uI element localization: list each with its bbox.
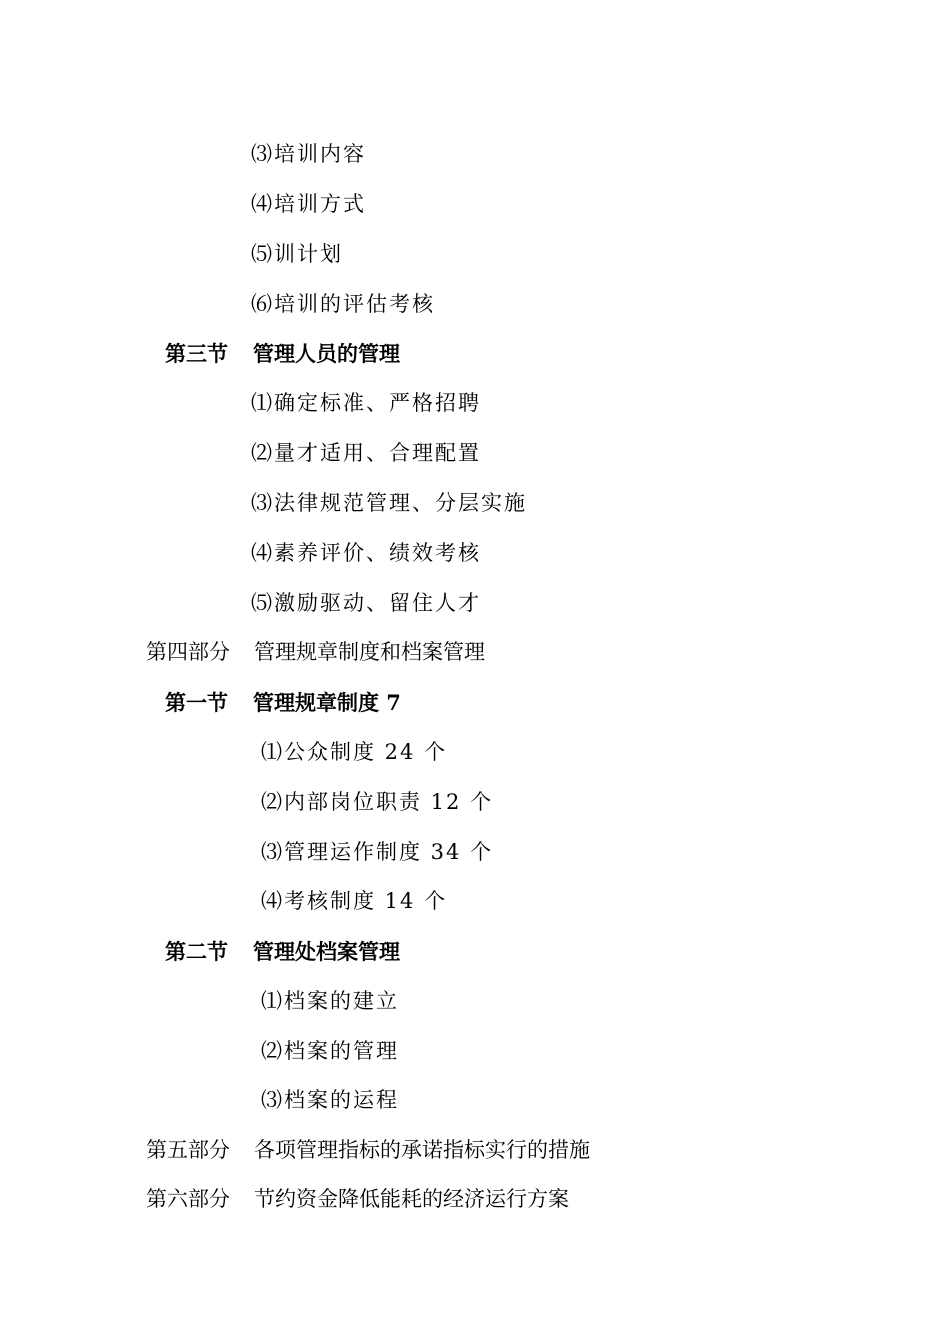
list-item: ⑵内部岗位职责 12 个 (261, 790, 494, 814)
list-item: ⑸训计划 (251, 242, 343, 266)
list-item: ⑷考核制度 14 个 (261, 889, 448, 913)
list-item: ⑹培训的评估考核 (251, 292, 435, 316)
list-item: ⑶培训内容 (251, 142, 366, 166)
section-heading (165, 941, 400, 962)
list-item: ⑷培训方式 (251, 192, 366, 216)
list-item: ⑵档案的管理 (261, 1039, 399, 1063)
section-title: 管理规章制度 7 (253, 690, 401, 715)
section-title: 管理人员的管理 (253, 341, 400, 366)
list-item: ⑴档案的建立 (261, 989, 399, 1013)
section-label: 第三节 (165, 341, 228, 366)
section-label: 第二节 (165, 939, 228, 964)
section-label: 第一节 (165, 690, 228, 715)
part-label: 第四部分 (146, 640, 230, 664)
list-item: ⑴公众制度 24 个 (261, 740, 448, 764)
list-item: ⑶法律规范管理、分层实施 (251, 491, 527, 515)
section-heading (165, 343, 400, 364)
list-item: ⑵量才适用、合理配置 (251, 441, 481, 465)
part-heading (146, 1189, 569, 1210)
section-title: 管理处档案管理 (253, 939, 400, 964)
list-item: ⑶管理运作制度 34 个 (261, 840, 494, 864)
part-heading (146, 1140, 590, 1161)
part-title: 管理规章制度和档案管理 (254, 640, 485, 664)
part-title: 节约资金降低能耗的经济运行方案 (254, 1187, 569, 1211)
list-item: ⑸激励驱动、留住人才 (251, 591, 481, 615)
list-item: ⑴确定标准、严格招聘 (251, 391, 481, 415)
list-item: ⑷素养评价、绩效考核 (251, 541, 481, 565)
part-title: 各项管理指标的承诺指标实行的措施 (254, 1138, 590, 1162)
list-item: ⑶档案的运程 (261, 1088, 399, 1112)
part-label: 第六部分 (146, 1187, 230, 1211)
part-heading (146, 642, 485, 663)
section-heading (165, 692, 401, 713)
part-label: 第五部分 (146, 1138, 230, 1162)
